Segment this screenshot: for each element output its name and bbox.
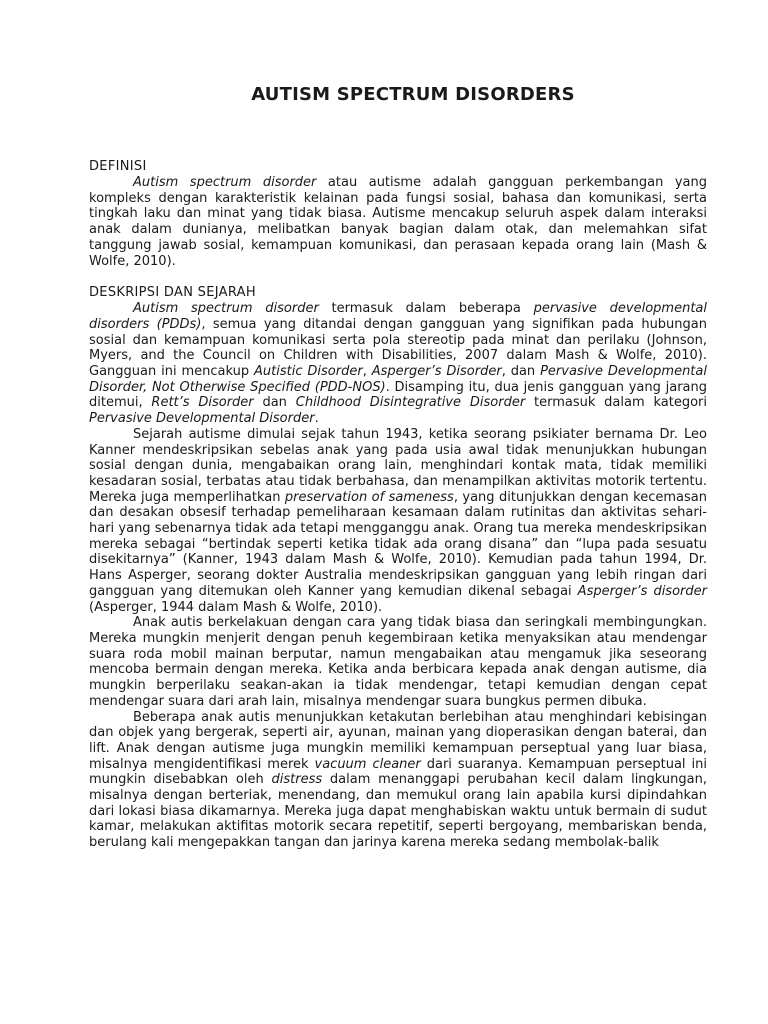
italic-text: Asperger’s disorder xyxy=(577,583,707,599)
text-run: , dan xyxy=(501,364,541,380)
document-title: AUTISM SPECTRUM DISORDERS xyxy=(251,84,575,105)
text-run: Anak autis berkelakuan dengan cara yang tidak biasa dan seringkali membingungkan. Mereka mungkin menjerit dengan penuh kegembiraan ketika menyaksikan atau mendengar suara roda mobil mainan berputar, namun mengabaikan atau mengamuk jika seseorang mencoba bermain dengan mereka. Ketika anda berbicara kepada anak dengan autisme, dia mungkin berperilaku seakan-akan ia tidak mendengar, tetapi kemudian dengan cepat mendengar suara dari arah lain, misalnya mendengar suara bungkus permen dibuka. xyxy=(89,615,707,709)
section-heading: DEFINISI xyxy=(89,159,147,174)
italic-text: Pervasive Developmental Disorder, Not Otherwise Specified (PDD-NOS) xyxy=(89,364,707,395)
text-run: dan xyxy=(253,395,296,411)
italic-text: Childhood Disintegrative Disorder xyxy=(295,395,526,411)
italic-text: pervasive developmental disorders (PDDs) xyxy=(89,301,707,332)
text-run: Beberapa anak autis menunjukkan ketakutan berlebihan atau menghindari kebisingan dan objek yang bergerak, seperti air, ayunan, mainan yang dioperasikan dengan baterai, dan lift. Anak dengan autisme juga mungkin memiliki kemampuan perseptual yang luar biasa, misalnya mengidentifikasi merek xyxy=(89,709,707,772)
section-deskripsi-dan-sejarah xyxy=(89,285,707,851)
paragraph xyxy=(89,615,707,709)
text-run: , xyxy=(362,364,372,380)
paragraph xyxy=(89,175,707,269)
document-page xyxy=(89,84,707,867)
italic-text: vacuum cleaner xyxy=(314,756,421,772)
text-run: (Asperger, 1944 dalam Mash & Wolfe, 2010). xyxy=(89,599,383,615)
italic-text: Asperger’s Disorder xyxy=(371,364,502,380)
italic-text: Autistic Disorder xyxy=(254,364,363,380)
text-run: Sejarah autisme dimulai sejak tahun 1943, ketika seorang psikiater bernama Dr. Leo Kanner mendeskripsikan sebelas anak yang pada usia awal tidak menunjukkan hubungan sosial dengan dunia, mengabaikan orang lain, menghindari kontak mata, tidak memiliki kesadaran sosial, terbatas atau tidak berbahasa, dan menampilkan aktivitas motorik tertentu. Mereka juga memperlihatkan xyxy=(89,426,707,505)
italic-text: Pervasive Developmental Disorder xyxy=(89,411,315,427)
section-heading: DESKRIPSI DAN SEJARAH xyxy=(89,285,256,301)
text-run: termasuk dalam kategori xyxy=(525,395,707,411)
text-run: atau autisme adalah gangguan perkembangan yang kompleks dengan karakteristik kelainan pada fungsi sosial, bahasa dan komunikasi, serta tingkah laku dan minat yang tidak biasa. Autisme mencakup seluruh aspek dalam interaksi anak dalam dunianya, melibatkan banyak bagian dalam otak, dan melemahkan sifat tanggung jawab sosial, kemampuan komunikasi, dan perasaan kepada orang lain (Mash & Wolfe, 2010). xyxy=(89,175,707,269)
italic-text: Autism spectrum disorder xyxy=(133,175,317,190)
text-run: dalam menanggapi perubahan kecil dalam lingkungan, misalnya dengan berteriak, menendang, dan memukul orang lain apabila kursi dipindahkan dari lokasi biasa dikamarnya. Mereka juga dapat menghabiskan waktu untuk bermain di sudut kamar, melakukan aktifitas motorik secara repetitif, seperti bergoyang, membariskan benda, berulang kali mengepakkan tangan dan jarinya karena mereka sedang membolak-balik xyxy=(89,772,707,851)
italic-text: Rett’s Disorder xyxy=(151,395,254,411)
text-run: termasuk dalam beberapa xyxy=(318,301,534,317)
text-run: . Disamping itu, dua jenis gangguan yang jarang ditemui, xyxy=(89,379,707,411)
text-run: , semua yang ditandai dengan gangguan yang signifikan pada hubungan sosial dan kemampuan komunikasi serta pola stereotip pada minat dan perilaku (Johnson, Myers, and the Council on Children with Disabilities, 2007 dalam Mash & Wolfe, 2010). Gangguan ini mencakup xyxy=(89,316,707,380)
text-run: . xyxy=(314,411,319,427)
section-definisi xyxy=(89,159,707,269)
paragraph xyxy=(89,301,707,427)
italic-text: preservation of sameness xyxy=(284,489,454,505)
italic-text: distress xyxy=(271,772,323,788)
italic-text: Autism spectrum disorder xyxy=(133,301,319,317)
paragraph xyxy=(89,427,707,615)
text-run: dari suaranya. Kemampuan perseptual ini mungkin disebabkan oleh xyxy=(89,756,707,788)
text-run: , yang ditunjukkan dengan kecemasan dan desakan obsesif terhadap pemeliharaan kesamaan dalam rutinitas dan aktivitas sehari-hari yang sebenarnya tidak ada tetapi mengganggu anak. Orang tua mereka mendeskripsikan mereka sebagai “bertindak seperti ketika tidak ada orang disana” dan “lupa pada sesuatu disekitarnya” (Kanner, 1943 dalam Mash & Wolfe, 2010). Kemudian pada tahun 1994, Dr. Hans Asperger, seorang dokter Australia mendeskripsikan gangguan yang lebih ringan dari gangguan yang ditemukan oleh Kanner yang kemudian dikenal sebagai xyxy=(89,489,707,599)
paragraph xyxy=(89,710,707,851)
